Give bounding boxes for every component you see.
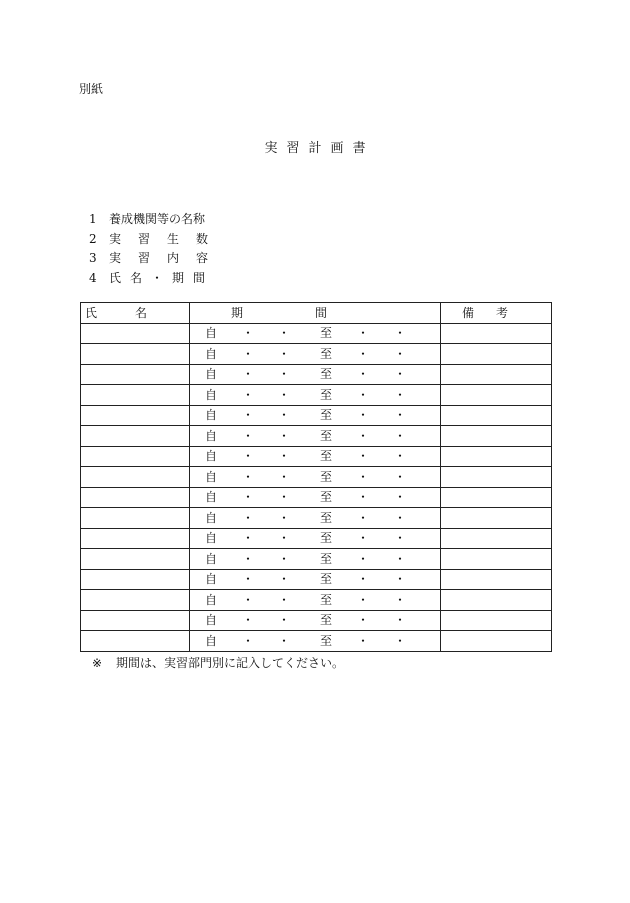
period-separator: ・ xyxy=(357,326,370,341)
name-cell xyxy=(81,426,190,447)
period-separator: ・ xyxy=(357,449,370,464)
item-3 xyxy=(89,249,225,269)
table-row xyxy=(81,426,552,447)
footnote-text: 期間は、実習部門別に記入してください。 xyxy=(116,656,345,670)
period-cell xyxy=(190,549,441,570)
period-separator: ・ xyxy=(278,367,291,382)
period-from-label: 自 xyxy=(205,346,218,361)
period-cell xyxy=(190,446,441,467)
period-separator: ・ xyxy=(242,387,255,402)
period-separator: ・ xyxy=(394,449,407,464)
period-separator: ・ xyxy=(242,531,255,546)
table-row xyxy=(81,610,552,631)
period-separator: ・ xyxy=(394,326,407,341)
period-cell xyxy=(190,610,441,631)
period-separator: ・ xyxy=(394,346,407,361)
notes-cell xyxy=(441,508,552,529)
notes-cell xyxy=(441,528,552,549)
notes-cell xyxy=(441,426,552,447)
table-row xyxy=(81,631,552,652)
period-separator: ・ xyxy=(357,490,370,505)
table-row xyxy=(81,508,552,529)
period-separator: ・ xyxy=(278,387,291,402)
period-separator: ・ xyxy=(357,551,370,566)
name-cell xyxy=(81,631,190,652)
name-cell xyxy=(81,344,190,365)
header-name-label: 氏名 xyxy=(84,306,185,321)
notes-cell xyxy=(441,446,552,467)
footnote-mark: ※ xyxy=(92,656,103,670)
period-separator: ・ xyxy=(242,408,255,423)
period-to-label: 至 xyxy=(320,346,333,361)
period-from-label: 自 xyxy=(205,633,218,648)
period-separator: ・ xyxy=(242,490,255,505)
notes-cell xyxy=(441,549,552,570)
period-to-label: 至 xyxy=(320,613,333,628)
period-separator: ・ xyxy=(278,572,291,587)
period-separator: ・ xyxy=(278,428,291,443)
period-cell xyxy=(190,364,441,385)
period-separator: ・ xyxy=(357,510,370,525)
table-row xyxy=(81,446,552,467)
period-separator: ・ xyxy=(357,469,370,484)
annex-label: 別紙 xyxy=(79,82,104,96)
item-number: 3 xyxy=(89,251,97,265)
item-2 xyxy=(89,230,225,250)
period-cell xyxy=(190,405,441,426)
period-to-label: 至 xyxy=(320,510,333,525)
period-from-label: 自 xyxy=(205,490,218,505)
notes-cell xyxy=(441,323,552,344)
item-1 xyxy=(89,210,225,230)
period-cell xyxy=(190,467,441,488)
table-row xyxy=(81,569,552,590)
period-separator: ・ xyxy=(242,592,255,607)
item-label-institution-name: 養成機関等の名称 xyxy=(109,212,206,226)
period-cell xyxy=(190,426,441,447)
period-from-label: 自 xyxy=(205,326,218,341)
item-number: 2 xyxy=(89,231,97,246)
table-row xyxy=(81,385,552,406)
item-label-name-period: 氏名・期間 xyxy=(109,270,215,285)
period-separator: ・ xyxy=(278,326,291,341)
period-cell xyxy=(190,344,441,365)
name-cell xyxy=(81,569,190,590)
table-row xyxy=(81,590,552,611)
period-to-label: 至 xyxy=(320,469,333,484)
period-separator: ・ xyxy=(394,408,407,423)
period-separator: ・ xyxy=(278,633,291,648)
period-separator: ・ xyxy=(357,387,370,402)
period-to-label: 至 xyxy=(320,592,333,607)
period-separator: ・ xyxy=(278,346,291,361)
table-row xyxy=(81,364,552,385)
period-separator: ・ xyxy=(357,613,370,628)
period-separator: ・ xyxy=(242,428,255,443)
table-row xyxy=(81,467,552,488)
period-separator: ・ xyxy=(242,510,255,525)
name-cell xyxy=(81,446,190,467)
period-from-label: 自 xyxy=(205,449,218,464)
period-separator: ・ xyxy=(357,633,370,648)
period-separator: ・ xyxy=(394,490,407,505)
period-to-label: 至 xyxy=(320,428,333,443)
table-row xyxy=(81,323,552,344)
plan-table xyxy=(80,302,552,652)
period-cell xyxy=(190,385,441,406)
period-from-label: 自 xyxy=(205,387,218,402)
period-from-label: 自 xyxy=(205,572,218,587)
period-cell xyxy=(190,508,441,529)
name-cell xyxy=(81,508,190,529)
period-separator: ・ xyxy=(278,469,291,484)
name-cell xyxy=(81,385,190,406)
period-separator: ・ xyxy=(278,551,291,566)
header-notes xyxy=(441,303,552,324)
period-separator: ・ xyxy=(394,367,407,382)
period-to-label: 至 xyxy=(320,551,333,566)
period-separator: ・ xyxy=(394,387,407,402)
period-from-label: 自 xyxy=(205,613,218,628)
header-period xyxy=(190,303,441,324)
period-to-label: 至 xyxy=(320,633,333,648)
table-row xyxy=(81,405,552,426)
item-number: 1 xyxy=(89,212,97,226)
period-separator: ・ xyxy=(357,531,370,546)
footnote xyxy=(92,654,344,671)
period-to-label: 至 xyxy=(320,449,333,464)
notes-cell xyxy=(441,405,552,426)
notes-cell xyxy=(441,610,552,631)
period-separator: ・ xyxy=(278,613,291,628)
name-cell xyxy=(81,467,190,488)
period-separator: ・ xyxy=(357,408,370,423)
period-separator: ・ xyxy=(394,510,407,525)
period-separator: ・ xyxy=(394,613,407,628)
notes-cell xyxy=(441,631,552,652)
period-cell xyxy=(190,631,441,652)
period-separator: ・ xyxy=(242,469,255,484)
period-from-label: 自 xyxy=(205,592,218,607)
period-separator: ・ xyxy=(278,449,291,464)
period-separator: ・ xyxy=(394,592,407,607)
header-notes-label: 備考 xyxy=(461,306,530,321)
period-to-label: 至 xyxy=(320,531,333,546)
table-row xyxy=(81,549,552,570)
table-row xyxy=(81,487,552,508)
period-separator: ・ xyxy=(357,346,370,361)
period-to-label: 至 xyxy=(320,408,333,423)
item-list xyxy=(89,210,225,288)
notes-cell xyxy=(441,467,552,488)
period-separator: ・ xyxy=(278,510,291,525)
period-cell xyxy=(190,487,441,508)
name-cell xyxy=(81,405,190,426)
period-from-label: 自 xyxy=(205,428,218,443)
period-to-label: 至 xyxy=(320,367,333,382)
item-4 xyxy=(89,269,225,289)
period-separator: ・ xyxy=(357,428,370,443)
notes-cell xyxy=(441,344,552,365)
item-label-training-content: 実習内容 xyxy=(109,251,226,265)
period-separator: ・ xyxy=(394,531,407,546)
table-body xyxy=(81,323,552,651)
table-row xyxy=(81,528,552,549)
period-to-label: 至 xyxy=(320,572,333,587)
period-separator: ・ xyxy=(278,592,291,607)
name-cell xyxy=(81,364,190,385)
period-separator: ・ xyxy=(242,367,255,382)
period-separator: ・ xyxy=(357,367,370,382)
period-separator: ・ xyxy=(242,613,255,628)
period-from-label: 自 xyxy=(205,469,218,484)
item-label-trainee-count: 実習生数 xyxy=(109,231,226,246)
period-separator: ・ xyxy=(357,572,370,587)
name-cell xyxy=(81,590,190,611)
period-separator: ・ xyxy=(278,408,291,423)
period-separator: ・ xyxy=(394,551,407,566)
period-separator: ・ xyxy=(242,449,255,464)
notes-cell xyxy=(441,385,552,406)
period-cell xyxy=(190,528,441,549)
period-from-label: 自 xyxy=(205,408,218,423)
notes-cell xyxy=(441,590,552,611)
period-from-label: 自 xyxy=(205,551,218,566)
name-cell xyxy=(81,549,190,570)
period-cell xyxy=(190,590,441,611)
notes-cell xyxy=(441,487,552,508)
period-separator: ・ xyxy=(242,551,255,566)
period-to-label: 至 xyxy=(320,490,333,505)
period-separator: ・ xyxy=(394,428,407,443)
period-from-label: 自 xyxy=(205,367,218,382)
name-cell xyxy=(81,528,190,549)
period-separator: ・ xyxy=(394,633,407,648)
item-number: 4 xyxy=(89,270,97,285)
name-cell xyxy=(81,487,190,508)
period-separator: ・ xyxy=(357,592,370,607)
period-separator: ・ xyxy=(394,469,407,484)
period-separator: ・ xyxy=(278,490,291,505)
notes-cell xyxy=(441,364,552,385)
period-to-label: 至 xyxy=(320,387,333,402)
period-from-label: 自 xyxy=(205,510,218,525)
header-period-label: 期間 xyxy=(230,306,399,321)
document-title: 実習計画書 xyxy=(264,141,375,156)
period-separator: ・ xyxy=(242,633,255,648)
name-cell xyxy=(81,323,190,344)
period-separator: ・ xyxy=(242,326,255,341)
period-separator: ・ xyxy=(242,346,255,361)
period-separator: ・ xyxy=(394,572,407,587)
notes-cell xyxy=(441,569,552,590)
period-cell xyxy=(190,569,441,590)
period-separator: ・ xyxy=(278,531,291,546)
period-to-label: 至 xyxy=(320,326,333,341)
period-separator: ・ xyxy=(242,572,255,587)
table-row xyxy=(81,344,552,365)
header-name xyxy=(81,303,190,324)
period-cell xyxy=(190,323,441,344)
period-from-label: 自 xyxy=(205,531,218,546)
table-header-row xyxy=(81,303,552,324)
name-cell xyxy=(81,610,190,631)
